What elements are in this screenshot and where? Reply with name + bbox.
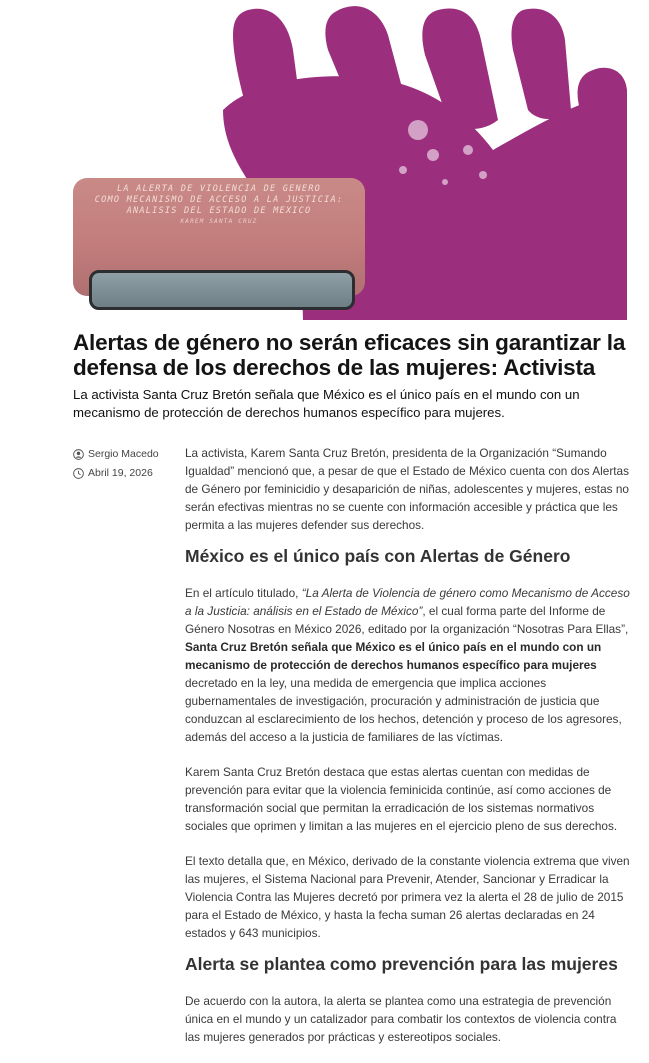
clock-icon — [73, 468, 84, 479]
book-title-line-3: ANALISIS DEL ESTADO DE MEXICO — [126, 206, 312, 216]
article-subtitle: La activista Santa Cruz Bretón señala que México es el único país en el mundo con un mecanismo de protección de derechos humanos específico para mujeres. — [73, 387, 580, 420]
author-row — [73, 446, 173, 462]
paragraph-2-text-e: decretado en la ley, una medida de emergencia que implica acciones gubernamentales de investigación, procuración y administración de justicia que conduzcan al esclarecimiento de los hechos, detención y proceso de los agresores, además del acceso a la justicia de familiares de las víctimas. — [185, 676, 622, 744]
section-heading-1: México es el único país con Alertas de Género — [185, 546, 571, 566]
paragraph-2-quote: “La Alerta de Violencia de género como Mecanismo de Acceso a la Justicia: análisis en el Estado de México” — [185, 586, 630, 618]
section-heading-2: Alerta se plantea como prevención para las mujeres — [185, 954, 618, 974]
book-author: KAREM SANTA CRUZ — [180, 218, 258, 225]
paragraph-2-bold: Santa Cruz Bretón señala que México es el único país en el mundo con un mecanismo de protección de derechos humanos específico para mujeres — [185, 640, 602, 672]
phone-screen — [89, 270, 355, 310]
user-icon — [73, 449, 84, 460]
hero-image — [73, 0, 627, 320]
paragraph-1: La activista, Karem Santa Cruz Bretón, presidenta de la Organización “Sumando Igualdad” mencionó que, a pesar de que el Estado de México cuenta con dos Alertas de Género por feminicidio y desaparición de niñas, adolescentes y mujeres, estas no serán efectivas mientras no se cuente con información accesible y práctica que les permita a las mujeres defender sus derechos. — [185, 446, 629, 532]
book-cover — [73, 178, 365, 296]
paragraph-3: Karem Santa Cruz Bretón destaca que estas alertas cuentan con medidas de prevención para evitar que la violencia feminicida continúe, así como acciones de transformación social que permitan la erradicación de los sistemas normativos sociales que oprimen y limitan a las mujeres en el ejercicio pleno de sus derechos. — [185, 765, 618, 833]
author-link[interactable]: Sergio Macedo — [88, 448, 159, 460]
book-title-line-1: LA ALERTA DE VIOLENCIA DE GENERO — [117, 184, 321, 194]
date-row — [73, 465, 173, 481]
article-body — [185, 444, 630, 1063]
paragraph-5: De acuerdo con la autora, la alerta se plantea como una estrategia de prevención única en el mundo y un catalizador para combatir los contextos de violencia contra las mujeres generados por prácticas y estereotipos sociales. — [185, 994, 617, 1044]
article-title: Alertas de género no serán eficaces sin garantizar la defensa de los derechos de las mujeres: Activista — [73, 330, 626, 380]
publish-date: Abril 19, 2026 — [88, 467, 153, 479]
paragraph-2-text-a: En el artículo titulado, — [185, 586, 302, 600]
paragraph-2-text-c: , el cual forma parte del Informe de Género Nosotras en México 2026, editado por la organización “Nosotras Para Ellas”, — [185, 604, 629, 636]
book-title-line-2: COMO MECANISMO DE ACCESO A LA JUSTICIA: — [94, 195, 344, 205]
article-meta — [73, 446, 173, 484]
paragraph-4: El texto detalla que, en México, derivado de la constante violencia extrema que viven las mujeres, el Sistema Nacional para Prevenir, Atender, Sancionar y Erradicar la Violencia Contra las Mujeres decretó por primera vez la alerta el 28 de julio de 2015 para el Estado de México, y hasta la fecha suman 26 alertas declaradas en 24 estados y 643 municipios. — [185, 854, 630, 940]
paragraph-2 — [185, 584, 630, 746]
book-cover-text — [73, 184, 365, 226]
